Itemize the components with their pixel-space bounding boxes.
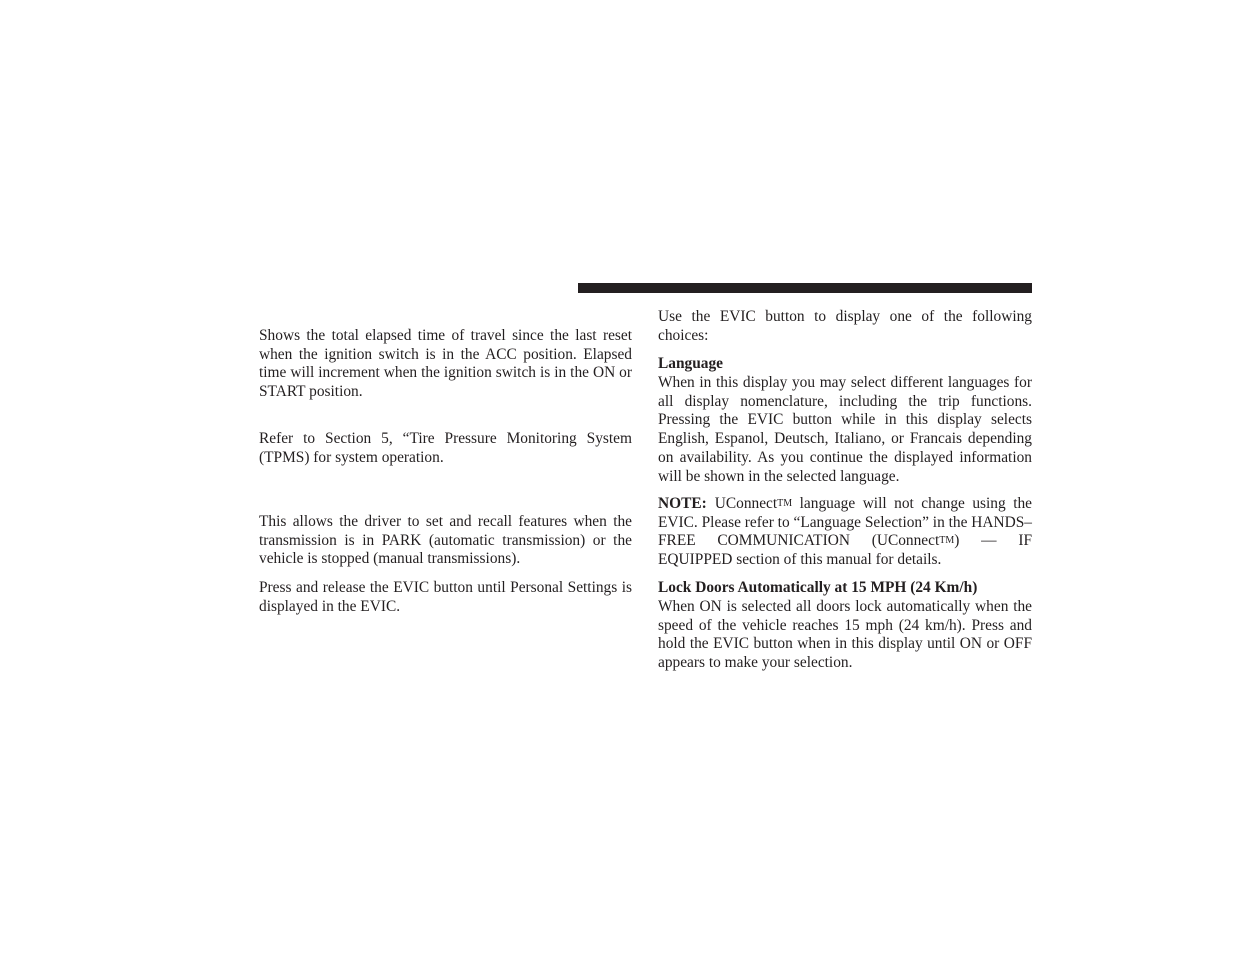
note-text-part2: language will not change using the EVIC. Please refer to “Language Selection” in the HANDS–FREE COMMUNICATION (UConnect	[658, 495, 1032, 550]
note-paragraph	[658, 495, 1032, 570]
personal-settings-press-paragraph: Press and release the EVIC button until Personal Settings is displayed in the EVIC.	[259, 579, 632, 615]
language-paragraph: When in this display you may select different languages for all display nomenclature, including the trip functions. Pressing the EVIC button while in this display selects English, Espanol, Deutsch, Italiano, or Francais depending on availability. As you continue the displayed information will be shown in the selected language.	[658, 374, 1032, 485]
trademark-mark: TM	[777, 498, 793, 509]
note-label: NOTE:	[658, 495, 707, 512]
note-text-part3: ) — IF EQUIPPED section of this manual for details.	[658, 532, 1032, 569]
lock-doors-heading: Lock Doors Automatically at 15 MPH (24 Km/h)	[658, 579, 978, 596]
lock-doors-paragraph: When ON is selected all doors lock automatically when the speed of the vehicle reaches 15 mph (24 km/h). Press and hold the EVIC button when in this display until ON or OFF appears to make your selection.	[658, 598, 1032, 672]
evic-intro-paragraph: Use the EVIC button to display one of the following choices:	[658, 308, 1032, 344]
language-heading: Language	[658, 355, 723, 372]
tpms-paragraph: Refer to Section 5, “Tire Pressure Monitoring System (TPMS) for system operation.	[259, 430, 632, 466]
section-header-rule	[578, 283, 1032, 293]
note-text-part1: UConnect	[714, 495, 778, 512]
personal-settings-intro-paragraph: This allows the driver to set and recall features when the transmission is in PARK (automatic transmission) or the vehicle is stopped (manual transmissions).	[259, 513, 632, 568]
elapsed-time-paragraph: Shows the total elapsed time of travel since the last reset when the ignition switch is in the ACC position. Elapsed time will increment when the ignition switch is in the ON or START position.	[259, 327, 632, 401]
trademark-mark: TM	[939, 535, 955, 547]
